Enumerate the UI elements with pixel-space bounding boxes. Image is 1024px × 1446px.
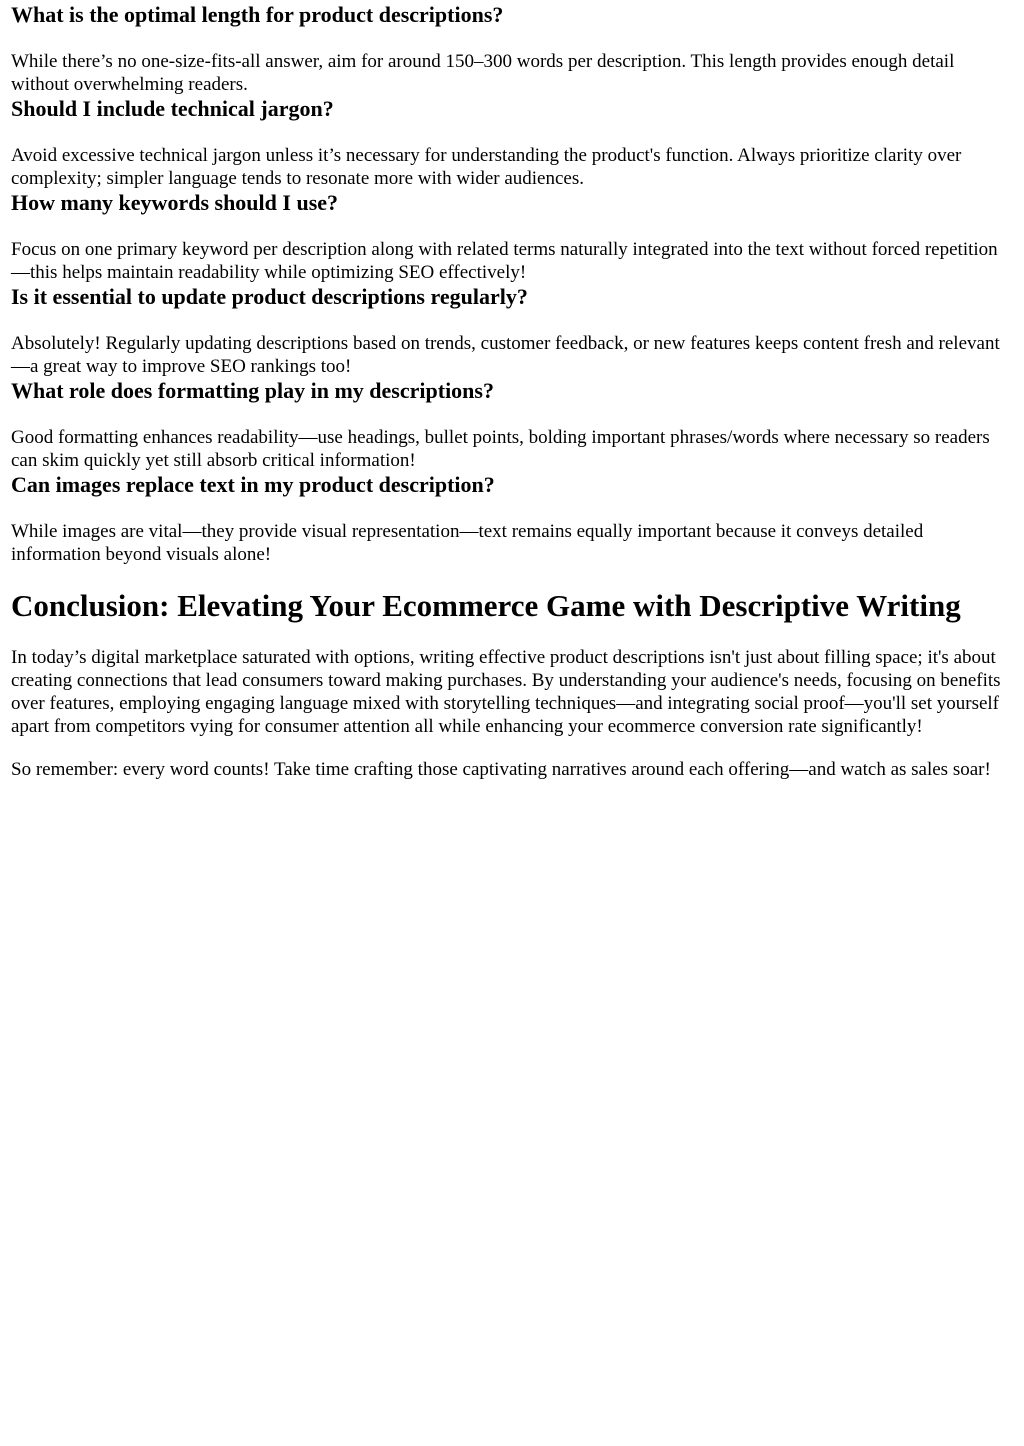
faq-answer: Focus on one primary keyword per description along with related terms naturally integrated into the text without forced repetition—this helps maintain readability while optimizing SEO effectively! [11, 239, 998, 283]
faq-question: What is the optimal length for product descriptions? [11, 2, 504, 27]
faq-question: How many keywords should I use? [11, 190, 339, 215]
faq-question: Is it essential to update product descriptions regularly? [11, 284, 528, 309]
conclusion-paragraph: In today’s digital marketplace saturated with options, writing effective product descriptions isn't just about filling space; it's about creating connections that lead consumers toward making purchases. By understanding your audience's needs, focusing on benefits over features, employing engaging language mixed with storytelling techniques—and integrating social proof—you'll set yourself apart from competitors vying for consumer attention all while enhancing your ecommerce conversion rate significantly! [11, 647, 1001, 737]
conclusion-paragraph: So remember: every word counts! Take time crafting those captivating narratives around each offering—and watch as sales soar! [11, 759, 991, 780]
faq-answer: While there’s no one-size-fits-all answer, aim for around 150–300 words per description. This length provides enough detail without overwhelming readers. [11, 51, 955, 95]
faq-answer: Avoid excessive technical jargon unless it’s necessary for understanding the product's function. Always prioritize clarity over complexity; simpler language tends to resonate more with wider audiences. [11, 145, 962, 189]
faq-answer: Absolutely! Regularly updating descriptions based on trends, customer feedback, or new features keeps content fresh and relevant—a great way to improve SEO rankings too! [11, 333, 1000, 377]
faq-answer: While images are vital—they provide visual representation—text remains equally important because it conveys detailed information beyond visuals alone! [11, 521, 924, 565]
faq-answer: Good formatting enhances readability—use headings, bullet points, bolding important phrases/words where necessary so readers can skim quickly yet still absorb critical information! [11, 427, 990, 471]
conclusion-heading: Conclusion: Elevating Your Ecommerce Game with Descriptive Writing [11, 588, 961, 623]
faq-question: Can images replace text in my product description? [11, 472, 495, 497]
faq-question: What role does formatting play in my descriptions? [11, 378, 494, 403]
faq-question: Should I include technical jargon? [11, 96, 334, 121]
